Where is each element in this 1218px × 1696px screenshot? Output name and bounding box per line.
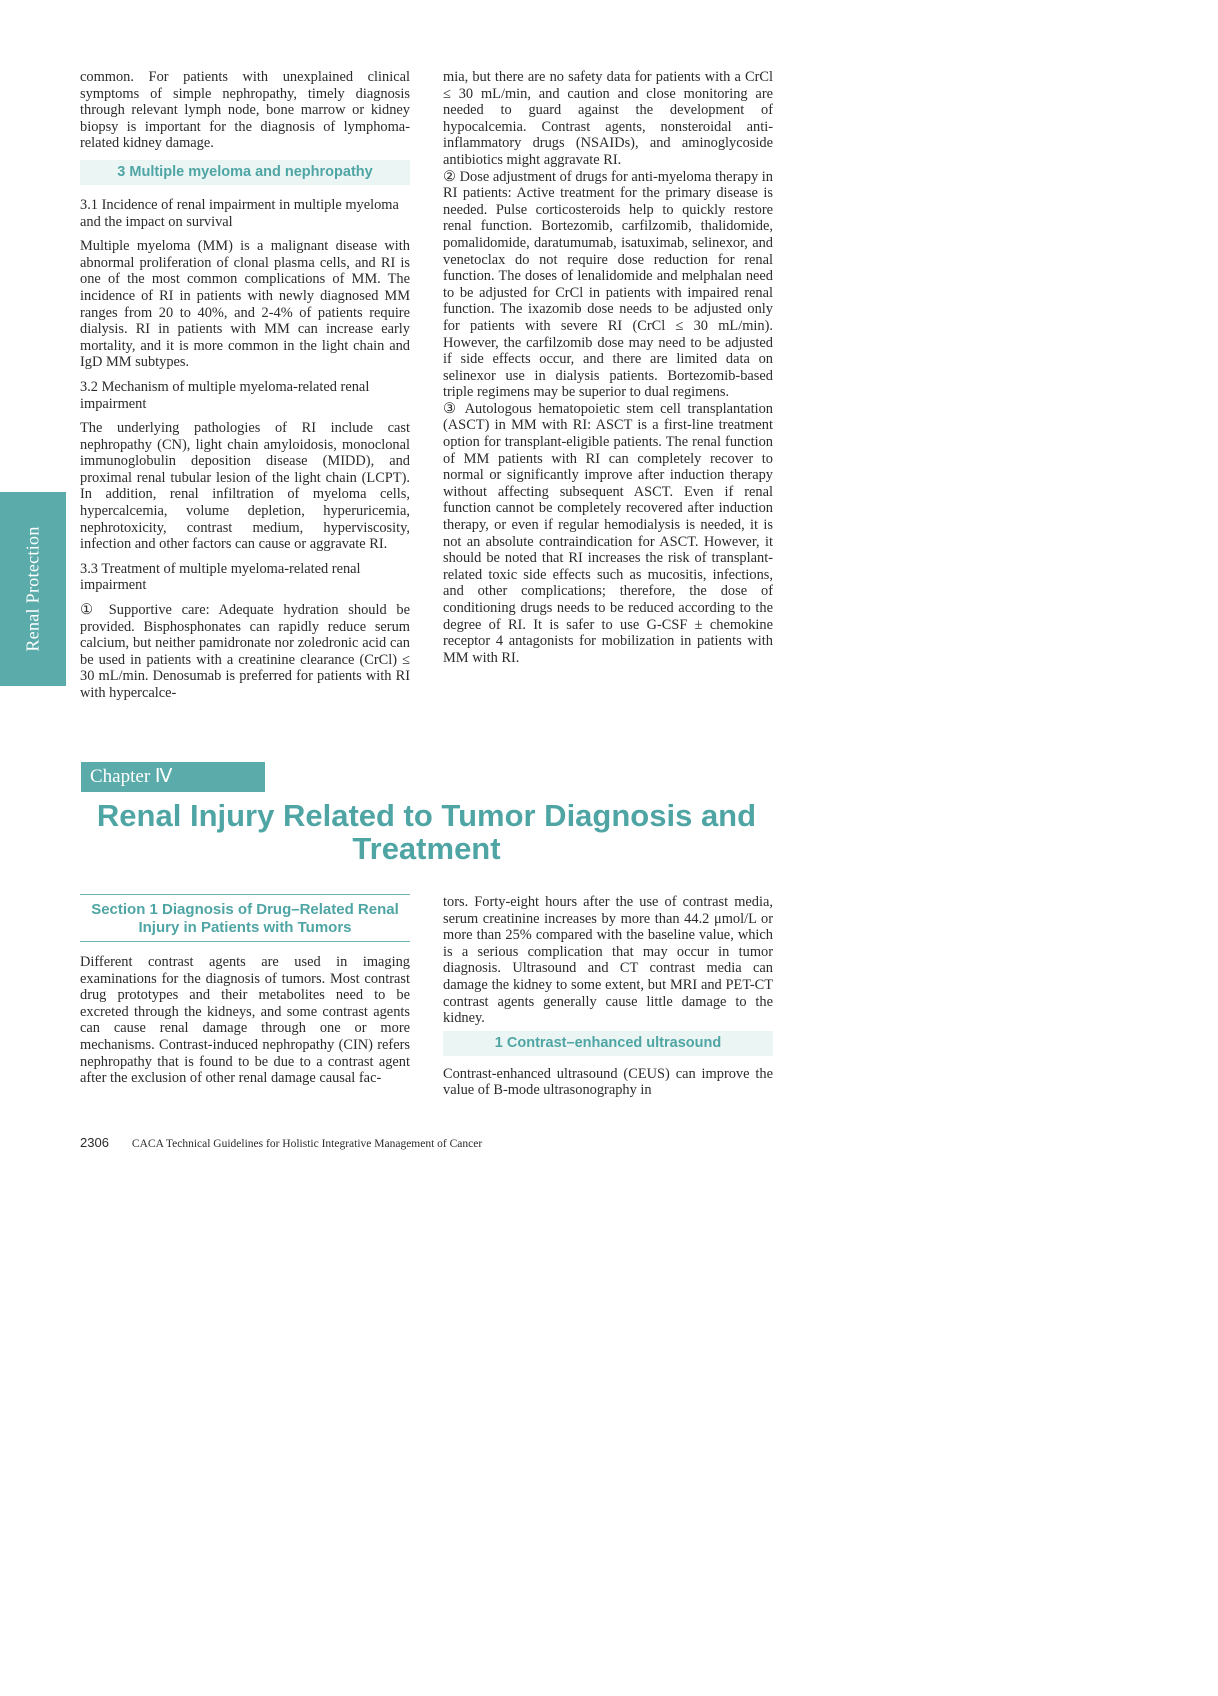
subheading-3-1: 3.1 Incidence of renal impairment in multiple myeloma and the impact on survival [80,196,399,230]
top-left-column [80,69,410,702]
chapter-label: Chapter Ⅳ [81,762,265,792]
paragraph-asct: ③ Autologous hematopoietic stem cell transplantation (ASCT) in MM with RI: ASCT is a first-line treatment option for transplant-eligible patients. The renal function of MM patients with RI can completely recover to normal or significantly improve after induction therapy without affecting subsequent ASCT. Even if renal function cannot be completely recovered after induction therapy, or even if regular hemodialysis is needed, it is not an absolute contraindication for ASCT. However, it should be noted that RI increases the risk of transplant-related toxic side effects such as mucositis, infections, and other complications; therefore, the dose of conditioning drugs needs to be reduced according to the degree of RI. It is safer to use G-CSF ± chemokine receptor 4 antagonists for mobilization in patients with MM with RI. [443,400,773,666]
paragraph-3-3: ① Supportive care: Adequate hydration should be provided. Bisphosphonates can rapidly reduce serum calcium, but neither pamidronate nor zoledronic acid can be used in patients with a creatinine clearance (CrCl) ≤ 30 mL/min. Denosumab is preferred for patients with RI with hypercalce- [80,602,410,701]
bottom-left-column [80,894,410,1087]
page-footer [80,1135,482,1151]
intro-paragraph: common. For patients with unexplained clinical symptoms of simple nephropathy, timely diagnosis through relevant lymph node, bone marrow or kidney biopsy is important for the diagnosis of lymphoma-related kidney damage. [80,69,410,152]
paragraph-dose-adjustment: ② Dose adjustment of drugs for anti-myeloma therapy in RI patients: Active treatment for the primary disease is needed. Pulse corticosteroids help to quickly restore renal function. Bortezomib, carfilzomib, thalidomide, pomalidomide, daratumumab, isatuximab, selinexor, and venetoclax do not require dose reduction for renal function. The doses of lenalidomide and melphalan need to be adjusted for CrCl in patients with impaired renal function. The ixazomib dose needs to be adjusted only for patients with severe RI (CrCl ≤ 30 mL/min). However, the carfilzomib dose may need to be adjusted if side effects occur, and there are limited data on selinexor use in dialysis patients. Bortezomib-based triple regimens may be superior to dual regimens. [443,168,773,401]
paragraph-3-1: Multiple myeloma (MM) is a malignant disease with abnormal proliferation of clonal plasma cells, and RI is one of the most common complications of MM. The incidence of RI in patients with newly diagnosed MM ranges from 20 to 40%, and 2-4% of patients require dialysis. RI in patients with MM can increase early mortality, and it is more common in the light chain and IgD MM subtypes. [80,238,410,371]
section-heading-multiple-myeloma: 3 Multiple myeloma and nephropathy [80,160,410,185]
subheading-3-3: 3.3 Treatment of multiple myeloma-related renal impairment [80,560,361,594]
side-tab [0,492,66,686]
section-1-title: Section 1 Diagnosis of Drug–Related Renal Injury in Patients with Tumors [80,894,410,942]
top-right-column [443,69,773,666]
page-number: 2306 [80,1135,109,1150]
subheading-3-2: 3.2 Mechanism of multiple myeloma-related renal impairment [80,378,370,412]
paragraph-ceus: Contrast-enhanced ultrasound (CEUS) can improve the value of B-mode ultrasonography in [443,1065,773,1099]
bottom-right-column [443,894,773,1099]
paragraph-3-2: The underlying pathologies of RI include cast nephropathy (CN), light chain amyloidosis, monoclonal immunoglobulin deposition disease (MIDD), and proximal renal tubular lesion of the light chain (LCPT). In addition, renal infiltration of myeloma cells, hypercalcemia, volume depletion, hyperuricemia, nephrotoxicity, contrast medium, hyperviscosity, infection and other factors can cause or aggravate RI. [80,420,410,553]
chapter-title: Renal Injury Related to Tumor Diagnosis and Treatment [96,798,757,866]
paragraph-cin-definition: tors. Forty-eight hours after the use of contrast media, serum creatinine increases by more than 44.2 μmol/L or more than 25% compared with the baseline value, which is a serious complication that may occur in tumor diagnosis. Ultrasound and CT contrast media can damage the kidney to some extent, but MRI and PET-CT contrast agents generally cause little damage to the kidney. [443,894,773,1027]
side-tab-label: Renal Protection [22,526,43,652]
paragraph-hypocalcemia: mia, but there are no safety data for patients with a CrCl ≤ 30 mL/min, and caution and close monitoring are needed to guard against the development of hypocalcemia. Contrast agents, nonsteroidal anti-inflammatory drugs (NSAIDs), and aminoglycoside antibiotics might aggravate RI. [443,69,773,168]
journal-title: CACA Technical Guidelines for Holistic Integrative Management of Cancer [131,1138,483,1150]
paragraph-contrast-agents: Different contrast agents are used in imaging examinations for the diagnosis of tumors. Most contrast drug prototypes and their metabolites need to be excreted through the kidneys, and some contrast agents can cause renal damage through one or more mechanisms. Contrast-induced nephropathy (CIN) refers nephropathy that is found to be due to a contrast agent after the exclusion of other renal damage causal fac- [80,954,410,1087]
section-heading-ceus: 1 Contrast–enhanced ultrasound [443,1031,773,1056]
